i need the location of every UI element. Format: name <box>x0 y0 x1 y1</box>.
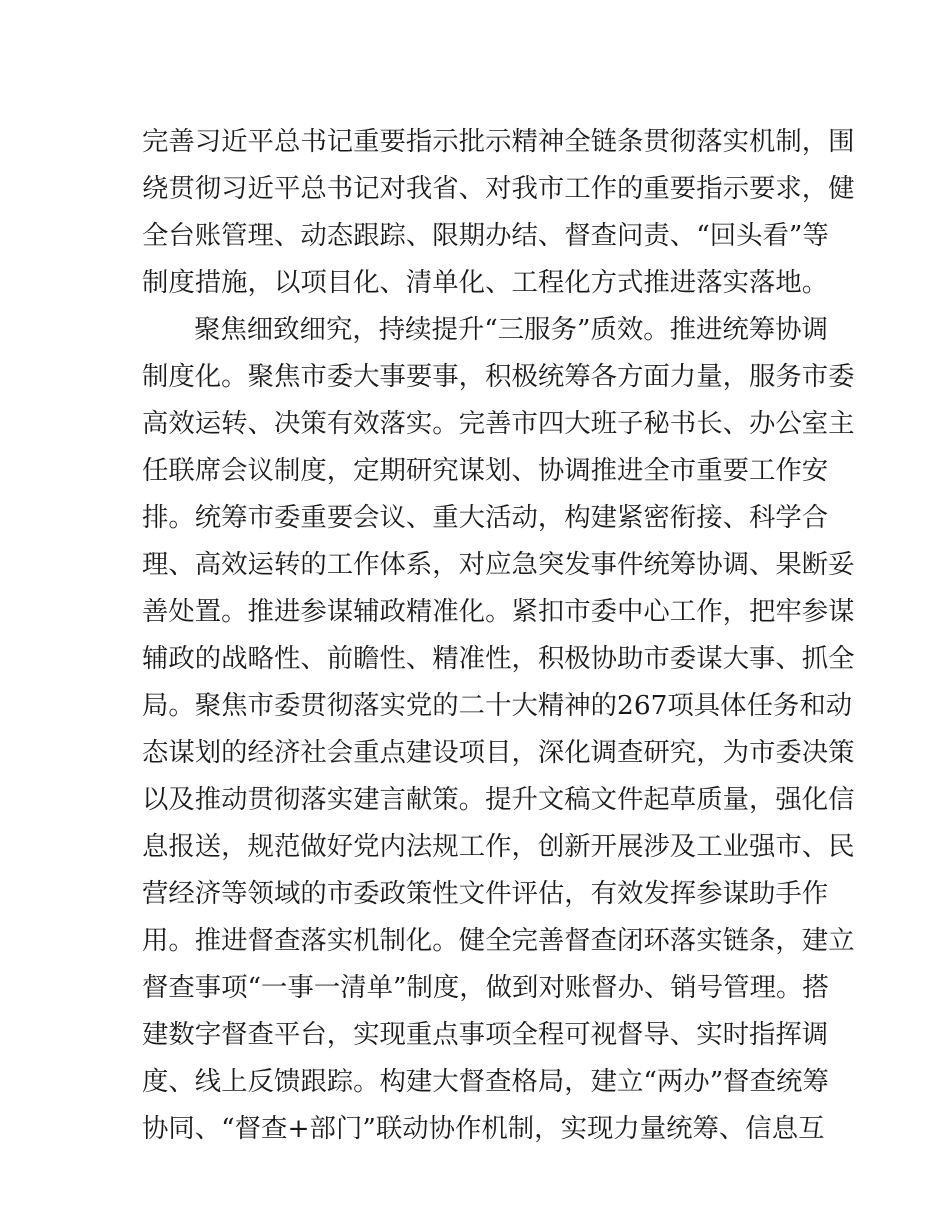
text-line: 全台账管理、动态跟踪、限期办结、督查问责、“回头看”等 <box>142 220 829 251</box>
text-line: 任联席会议制度，定期研究谋划、协调推进全市重要工作安 <box>142 455 829 486</box>
text-line: 建数字督查平台，实现重点事项全程可视督导、实时指挥调 <box>142 1019 829 1050</box>
paragraph-1 <box>142 118 855 306</box>
text-line: 以及推动贯彻落实建言献策。提升文稿文件起草质量，强化信 <box>142 784 855 815</box>
text-line: 营经济等领域的市委政策性文件评估，有效发挥参谋助手作 <box>142 878 829 909</box>
text-line: 排。统筹市委重要会议、重大活动，构建紧密衔接、科学合 <box>142 502 829 533</box>
text-line: 善处置。推进参谋辅政精准化。紧扣市委中心工作，把牢参谋 <box>142 596 855 627</box>
text-line: 息报送，规范做好党内法规工作，创新开展涉及工业强市、民 <box>142 831 855 862</box>
text-line: 用。推进督查落实机制化。健全完善督查闭环落实链条，建立 <box>142 925 855 956</box>
text-line: 绕贯彻习近平总书记对我省、对我市工作的重要指示要求，健 <box>142 173 855 204</box>
document-body <box>142 118 855 1152</box>
text-line: 高效运转、决策有效落实。完善市四大班子秘书长、办公室主 <box>142 408 855 439</box>
text-line: 态谋划的经济社会重点建设项目，深化调查研究，为市委决策 <box>142 737 855 768</box>
text-line: 协同、“督查+部门”联动协作机制，实现力量统筹、信息互 <box>142 1113 825 1144</box>
text-line: 督查事项“一事一清单”制度，做到对账督办、销号管理。搭 <box>142 972 829 1003</box>
paragraph-2 <box>142 306 855 1152</box>
text-line: 完善习近平总书记重要指示批示精神全链条贯彻落实机制，围 <box>142 126 855 157</box>
text-line: 聚焦细致细究，持续提升“三服务”质效。推进统筹协调 <box>194 314 828 345</box>
text-line: 局。聚焦市委贯彻落实党的二十大精神的267项具体任务和动 <box>142 690 853 721</box>
text-line: 理、高效运转的工作体系，对应急突发事件统筹协调、果断妥 <box>142 549 855 580</box>
text-line: 制度化。聚焦市委大事要事，积极统筹各方面力量，服务市委 <box>142 361 855 392</box>
text-line: 度、线上反馈跟踪。构建大督查格局，建立“两办”督查统筹 <box>142 1066 829 1097</box>
text-line: 制度措施，以项目化、清单化、工程化方式推进落实落地。 <box>142 267 829 298</box>
text-line: 辅政的战略性、前瞻性、精准性，积极协助市委谋大事、抓全 <box>142 643 855 674</box>
